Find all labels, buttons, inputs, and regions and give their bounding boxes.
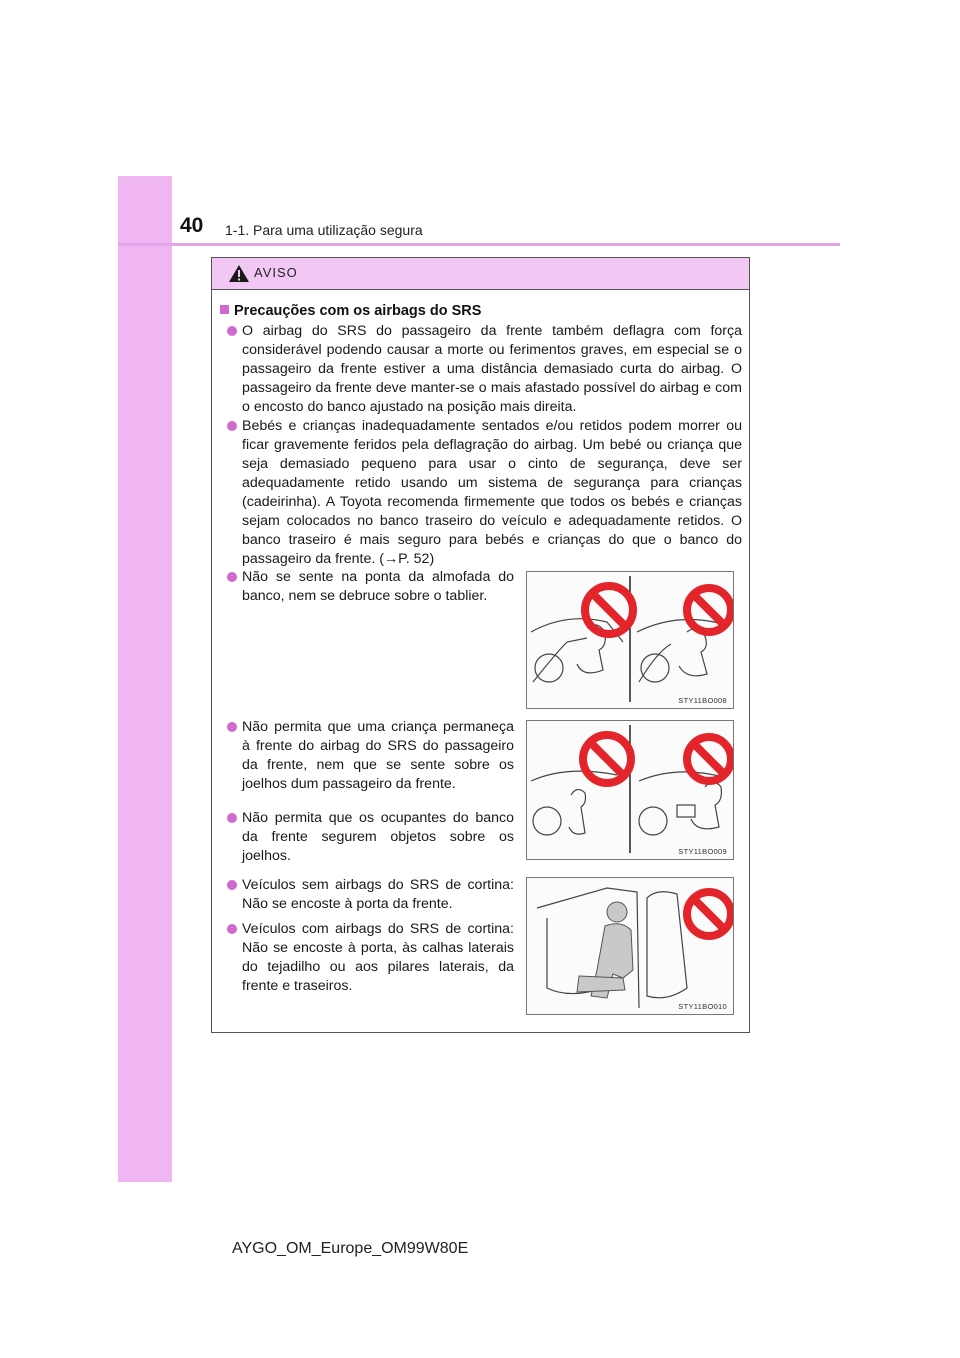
bullet-icon (227, 880, 237, 890)
bullet-icon (227, 326, 237, 336)
illustration-child-and-objects (526, 720, 734, 860)
warning-header (212, 258, 749, 290)
section-tab-strip (118, 176, 172, 1182)
prohibition-icon (687, 588, 731, 632)
warning-label: AVISO (254, 265, 298, 280)
warning-box (211, 257, 750, 1033)
warning-triangle-icon (228, 264, 250, 283)
bullet-icon (227, 421, 237, 431)
seating-illustration-art (527, 572, 733, 708)
paragraph-airbag-force: O airbag do SRS do passageiro da frente também deflagra com força considerável podendo causar a morte ou ferimentos graves, em especial se o passageiro da frente estiver a uma distância demasiado curta do airbag. O passageiro da frente deve manter-se o mais afastado possível do airbag e com o encosto do banco ajustado na posição mais direita. (242, 323, 742, 415)
warning-heading (220, 303, 481, 319)
paragraph-without-curtain: Veículos sem airbags do SRS de cortina: Não se encoste à porta da frente. (242, 877, 514, 912)
prohibition-icon (585, 586, 633, 634)
page-number: 40 (180, 214, 204, 237)
paragraph-seat-edge: Não se sente na ponta da almofada do banco, nem se debruce sobre o tablier. (242, 569, 514, 604)
figure-code: STY11BO008 (678, 696, 727, 705)
child-illustration-art (527, 721, 733, 859)
bullet-icon (227, 924, 237, 934)
prohibition-icon (583, 735, 631, 783)
illustration-seating-positions (526, 571, 734, 709)
door-illustration-art (527, 878, 733, 1014)
illustration-door-lean (526, 877, 734, 1015)
document-code: AYGO_OM_Europe_OM99W80E (232, 1240, 469, 1257)
paragraph-children-seating: Bebés e crianças inadequadamente sentados e/ou retidos podem morrer ou ficar gravemente feridos pela deflagração do airbag. Um bebé ou criança que seja demasiado pequeno para usar o cinto de segurança, deve ser adequadamente retido usando um sistema de segurança para crianças (cadeirinha). A Toyota recomenda firmemente que todos os bebés e crianças sejam colocados no banco traseiro do veículo e adequadamente retidos. O banco traseiro é mais seguro para bebés e crianças do que o banco do passageiro da frente. (→P. 52) (242, 418, 742, 567)
prohibition-icon (687, 892, 731, 936)
bullet-icon (227, 572, 237, 582)
section-title: 1-1. Para uma utilização segura (225, 222, 423, 238)
bullet-icon (227, 813, 237, 823)
warning-heading-text: Precauções com os airbags do SRS (234, 303, 482, 319)
header-divider (118, 243, 840, 246)
bullet-icon (227, 722, 237, 732)
paragraph-with-curtain: Veículos com airbags do SRS de cortina: Não se encoste à porta, às calhas laterais do tejadilho ou aos pilares laterais, da frente e traseiros. (242, 921, 514, 994)
paragraph-objects-knees: Não permita que os ocupantes do banco da frente segurem objetos sobre os joelhos. (242, 810, 514, 864)
figure-code: STY11BO010 (678, 1002, 727, 1011)
paragraph-child-front: Não permita que uma criança permaneça à frente do airbag do SRS do passageiro da frente, nem que se sente sobre os joelhos dum passageiro da frente. (242, 719, 514, 792)
figure-code: STY11BO009 (678, 847, 727, 856)
heading-square-icon (220, 305, 229, 314)
